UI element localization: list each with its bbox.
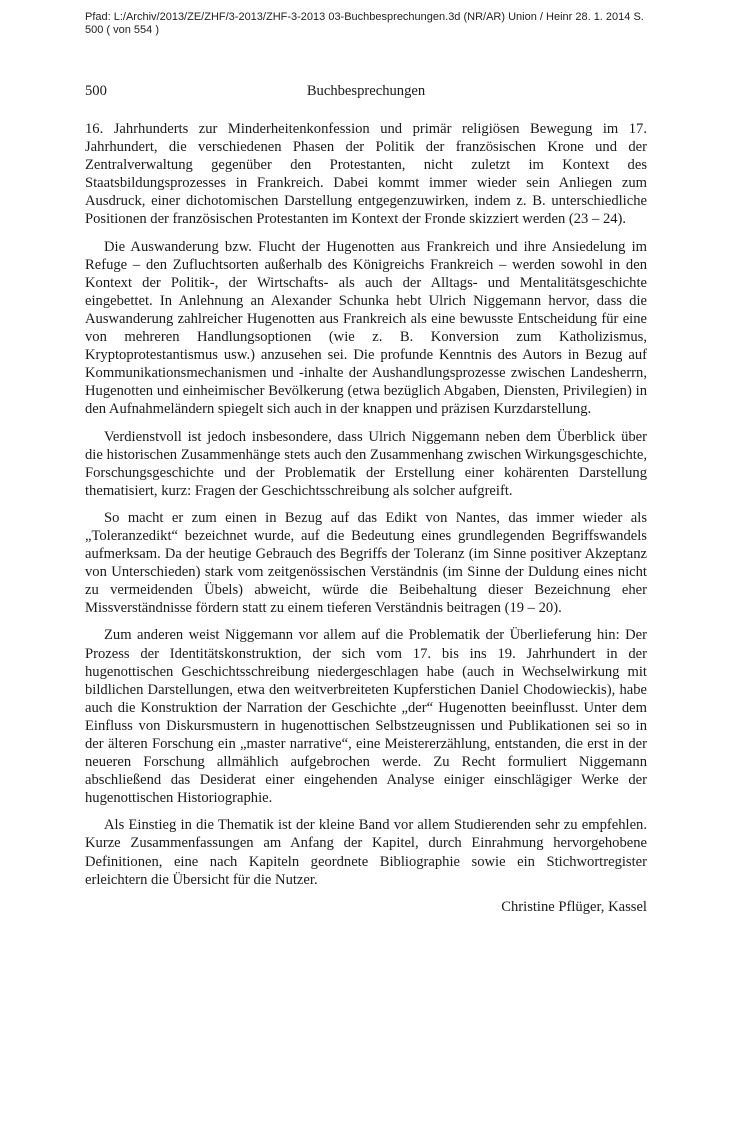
article-body bbox=[85, 120, 647, 916]
reviewer-signature: Christine Pflüger, Kassel bbox=[501, 898, 647, 915]
paragraph-edict-of-nantes: So macht er zum einen in Bezug auf das Edikt von Nantes, das immer wieder als „Toleranzedikt“ bezeichnet wurde, auf die Bedeutung eines grundlegenden Begriffswandels aufmerksam. Da der heutige Gebrauch des Begriffs der Toleranz (im Sinne positiver Akzeptanz von Unterschieden) stark vom zeitgenössischen Verständnis (im Sinne der Duldung eines nicht zu vermeidenden Übels) abweicht, würde die Beibehaltung dieser Bezeichnung eher Missverständnisse fördern statt zu einem tieferen Verständnis beitragen (19 – 20). bbox=[85, 509, 647, 617]
page-number: 500 bbox=[85, 83, 107, 99]
paragraph-continuation: 16. Jahrhunderts zur Minderheitenkonfession und primär religiösen Bewegung im 17. Jahrhundert, die verschiedenen Phasen der Politik der französischen Krone und der Zentralverwaltung gegenüber den Protestanten, nicht zuletzt im Kontext des Staatsbildungsprozesses in Frankreich. Dabei kommt immer wieder sein Anliegen zum Ausdruck, einer dichotomischen Darstellung entgegenzuwirken, indem z. B. unterschiedliche Positionen der französischen Protestanten im Kontext der Fronde skizziert werden (23 – 24). bbox=[85, 121, 647, 228]
paragraph-historiography: Verdienstvoll ist jedoch insbesondere, dass Ulrich Niggemann neben dem Überblick über die historischen Zusammenhänge stets auch den Zusammenhang zwischen Wirkungsgeschichte, Forschungsgeschichte und der Problematik der Erstellung einer kohärenten Darstellung thematisiert, kurz: Fragen der Geschichtsschreibung als solcher aufgreift. bbox=[85, 428, 647, 499]
paragraph-recommendation: Als Einstieg in die Thematik ist der kleine Band vor allem Studierenden sehr zu empfehlen. Kurze Zusammenfassungen am Anfang der Kapitel, durch Einrahmung hervorgehobene Definitionen, eine nach Kapiteln geordnete Bibliographie sowie ein Stichwortregister erleichtern die Übersicht für die Nutzer. bbox=[85, 817, 647, 888]
file-path-line: Pfad: L:/Archiv/2013/ZE/ZHF/3-2013/ZHF-3-2013 03-Buchbesprechungen.3d (NR/AR) Union / Heinr 28. 1. 2014 S. 500 ( von 554 ) bbox=[85, 11, 644, 36]
paragraph-emigration: Die Auswanderung bzw. Flucht der Hugenotten aus Frankreich und ihre Ansiedelung im Refuge – den Zufluchtsorten außerhalb des Königreichs Frankreich – werden sowohl in den Kontext der Politik-, der Wirtschafts- als auch der Alltags- und Mentalitätsgeschichte eingebettet. In Anlehnung an Alexander Schunka hebt Ulrich Niggemann hervor, dass die Auswanderung zahlreicher Hugenotten aus Frankreich als eine bewusste Entscheidung für eine von mehreren Handlungsoptionen (wie z. B. Konversion zum Katholizismus, Kryptoprotestantismus usw.) anzusehen sei. Die profunde Kenntnis des Autors in Bezug auf Kommunikationsmechanismen und -inhalte der Aushandlungsprozesse zwischen Landesherrn, Hugenotten und einheimischer Bevölkerung (etwa bezüglich Abgaben, Diensten, Privilegien) in den Aufnahmeländern spiegelt sich auch in der knappen und präzisen Kurzdarstellung. bbox=[85, 238, 647, 418]
paragraph-tradition: Zum anderen weist Niggemann vor allem auf die Problematik der Überlieferung hin: Der Prozess der Identitätskonstruktion, der sich vom 17. bis ins 19. Jahrhundert in der hugenottischen Geschichtsschreibung niedergeschlagen habe (auch in Wechselwirkung mit bildlichen Darstellungen, etwa den weitverbreiteten Kupferstichen Daniel Chodowieckis), habe auch die Konstruktion der Narration der Geschichte „der“ Hugenotten beeinflusst. Unter dem Einfluss von Diskursmustern in hugenottischen Selbstzeugnissen und Publikationen sei so in der älteren Forschung ein „master narrative“, eine Meistererzählung, entstanden, die erst in der neueren Forschung allmählich aufgebrochen werde. Zu Recht formuliert Niggemann abschließend das Desiderat einer eingehenden Analyse einiger einschlägiger Werke der hugenottischen Historiographie. bbox=[85, 627, 647, 807]
section-title: Buchbesprechungen bbox=[306, 83, 426, 99]
